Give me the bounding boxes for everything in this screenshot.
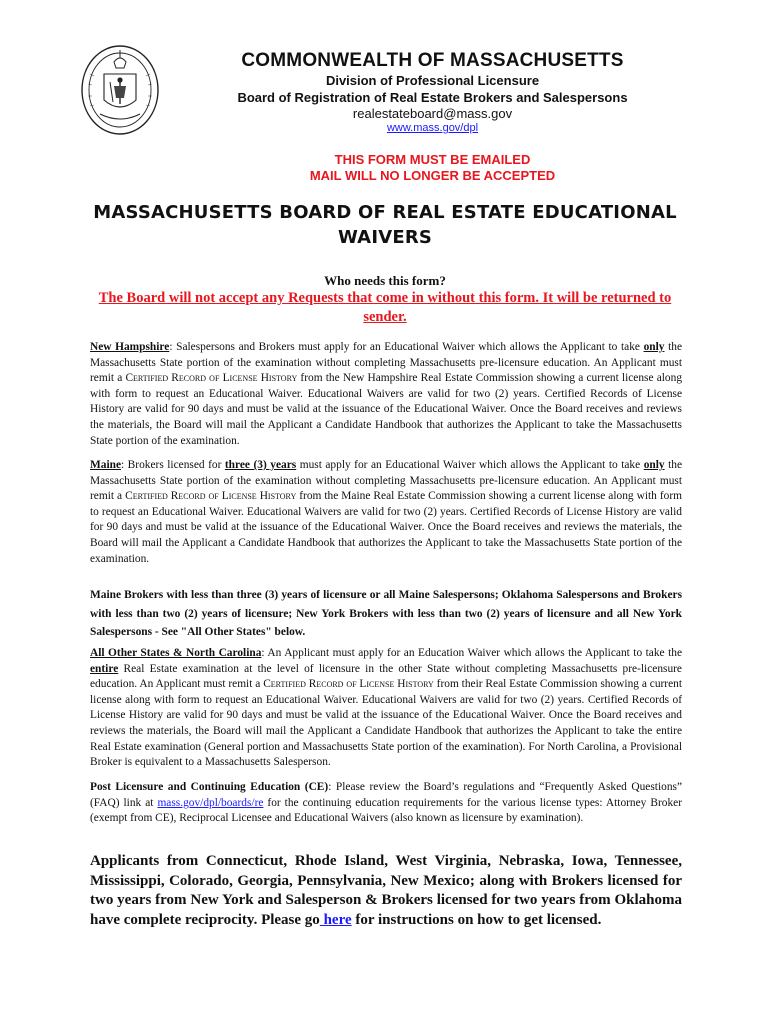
other-states-note: Maine Brokers with less than three (3) years of licensure or all Maine Salespersons; Oklahoma Salespersons and Brokers with less than two (2) years of licensure; New York Brokers with less than two (2) years of licensure and all New York Salespersons - See "All Other States" below. (90, 589, 682, 638)
continuing-education-section: Post Licensure and Continuing Education (CE): Please review the Board’s regulations and “Frequently Asked Questions” (FAQ) link at mass.gov/dpl/boards/re for the continuing education requirements for the various license types: Attorney Broker (exempt from CE), Reciprocal Licensee and Educational Waivers (also known as licensure by examination). (90, 781, 683, 825)
regulations-link[interactable]: mass.gov/dpl/boards/re (157, 796, 264, 809)
massachusetts-seal-icon (80, 44, 160, 136)
division-name: Division of Professional Licensure (325, 73, 540, 88)
here-link[interactable]: here (319, 911, 352, 928)
email-notice: THIS FORM MUST BE EMAILED (334, 152, 531, 167)
return-warning: The Board will not accept any Requests that come in without this form. It will be returned to sender. (98, 290, 672, 325)
nh-heading: New Hampshire (90, 341, 170, 353)
who-needs-heading: Who needs this form? (324, 273, 446, 288)
other-states-heading: All Other States & North Carolina (90, 647, 262, 659)
board-email: realestateboard@mass.gov (352, 106, 513, 121)
website-link[interactable]: www.mass.gov/dpl (386, 122, 479, 134)
document-title: MASSACHUSETTS BOARD OF REAL ESTATE EDUCATIONAL WAIVERS (93, 202, 677, 248)
new-hampshire-section: New Hampshire: Salespersons and Brokers must apply for an Educational Waiver which allows the Applicant to take only the Massachusetts State portion of the examination without completing Massachusetts pre-licensure education. An Applicant must remit a Certified Record of License History from the New Hampshire Real Estate Commission showing a current license along with form to request an Educational Waiver. Educational Waivers are valid for two (2) years. Certified Records of License History are valid for 90 days and must be valid at the issuance of the Educational Waiver. Once the Board receives and reviews the materials, the Board will mail the Applicant a Candidate Handbook that authorizes the Applicant to take the Massachusetts State portion of the examination. (90, 341, 683, 447)
reciprocity-section: Applicants from Connecticut, Rhode Island, West Virginia, Nebraska, Iowa, Tennessee, Mississippi, Colorado, Georgia, Pennsylvania, New Mexico; along with Brokers licensed for two years from New York and Salesperson & Brokers licensed for two years from Oklahoma have complete reciprocity. Please go here for instructions on how to get licensed. (90, 853, 682, 928)
mail-notice: MAIL WILL NO LONGER BE ACCEPTED (309, 168, 556, 183)
maine-heading: Maine (90, 459, 122, 471)
maine-section: Maine: Brokers licensed for three (3) years must apply for an Educational Waiver which allows the Applicant to take only the Massachusetts State portion of the examination without completing Massachusetts pre-licensure education. An Applicant must remit a Certified Record of License History from the Maine Real Estate Commission showing a current license along with form to request an Educational Waiver. Educational Waivers are valid for two (2) years. Certified Records of License History are valid for 90 days and must be valid at the issuance of the Educational Waiver. Once the Board receives and reviews the materials, the Board will mail the Applicant a Candidate Handbook that authorizes the Applicant to take the Massachusetts State portion of the examination. (90, 459, 683, 565)
page-title: COMMONWEALTH OF MASSACHUSETTS (241, 50, 624, 71)
board-name: Board of Registration of Real Estate Brokers and Salespersons (237, 90, 628, 105)
ce-heading: Post Licensure and Continuing Education (CE) (90, 781, 329, 793)
all-other-states-section: All Other States & North Carolina: An Applicant must apply for an Education Waiver which allows the Applicant to take the entire Real Estate examination at the level of licensure in the other State without completing Massachusetts pre-licensure education. An Applicant must remit a Certified Record of License History from their Real Estate Commission showing a current license along with form to request an Educational Waiver. Educational Waivers are valid for two (2) years. Certified Records of License History are valid for 90 days and must be valid at the issuance of the Educational Waiver. Once the Board receives and reviews the materials, the Board will mail the Applicant a Candidate Handbook that authorizes the Applicant to take the entire Real Estate examination (General portion and Massachusetts State portion of the examination). For North Carolina, a Provisional Broker is equivalent to a Massachusetts Salesperson. (90, 647, 683, 769)
